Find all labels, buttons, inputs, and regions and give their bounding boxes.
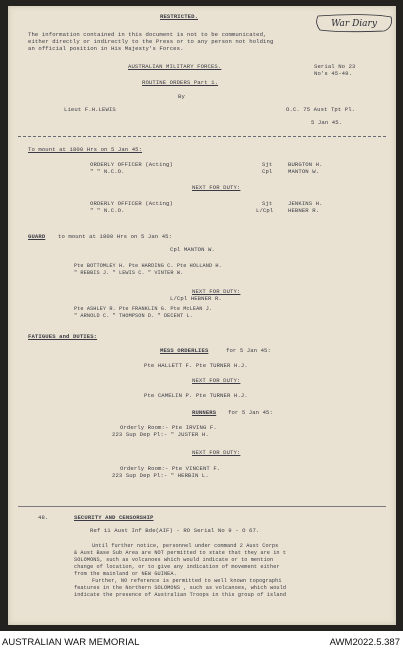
security-line-1: Until further notice, personnel under command 2 Aust Corps [92,543,279,549]
runners-heading: RUNNERS [192,409,217,416]
archive-footer [0,633,403,653]
security-line-6: Further, NO reference is permitted to well known topographi [92,578,282,584]
handwritten-war-diary-annotation [314,13,394,33]
security-line-7: features in the Northern SOLOMONS , such as volcanoes, which would [74,585,287,591]
accession-number: AWM2022.5.387 [329,637,400,648]
runners-row-1: Orderly Room:- Pte IRVING F. [120,424,217,431]
runners-next-row-2: 223 Sup Dep Pl:- " HERBIN L. [112,472,209,479]
runners-next-heading: NEXT FOR DUTY: [192,449,241,456]
mess-next-row: Pte CAMELIN P. Pte TURNER H.J. [144,392,248,399]
guard-next-heading: NEXT FOR DUTY: [192,288,241,295]
unit-name: AUSTRALIAN MILITARY FORCES. [128,63,222,70]
next-orderly-nco-rank: L/Cpl [256,207,274,214]
next-orderly-officer-name: JENKINS H. [288,200,323,207]
orderly-officer-role: ORDERLY OFFICER (Acting) [90,161,173,168]
mess-orderlies-heading: MESS ORDERLIES [160,347,209,354]
notice-line-2: either directly or indirectly to the Press or to any person not holding [28,38,274,45]
guard-next-row-1: Pte ASHLEY R. Pte FRANKLIN G. Pte McLEAN J. [74,306,213,312]
security-heading: SECURITY AND CENSORSHIP [74,514,154,521]
security-line-4: change of location, or to give any indication of movement either [74,564,280,570]
fatigues-heading: FATIGUES and DUTIES: [28,333,98,340]
runners-detail: for 5 Jan 45: [228,409,273,416]
security-line-2: & Aust Base Sub Area are NOT permitted to state that they are in t [74,550,287,556]
orderly-nco-name: MANTON W. [288,168,320,175]
guard-next-row-2: " ARNOLD C. " THOMPSON D. " DECENT L. [74,313,193,319]
mess-orderlies-detail: for 5 Jan 45: [226,347,271,354]
orderly-nco-role: " " N.C.O. [90,168,125,175]
guard-heading-detail: to mount at 1800 Hrs on 5 Jan 45: [58,233,173,240]
next-for-duty-heading: NEXT FOR DUTY: [192,184,241,191]
runners-row-2: 223 Sup Dep Pl:- " JUSTER H. [112,431,209,438]
svg-text:War Diary: War Diary [331,19,377,29]
issuing-officer: Lieut F.H.LEWIS [64,106,116,113]
security-reference: Ref 11 Aust Inf Bde(AIF) - RO Serial No 9 - O 67. [90,527,260,534]
orders-title: ROUTINE ORDERS Part 1. [142,79,219,86]
next-orderly-nco-role: " " N.C.O. [90,207,125,214]
orderly-nco-rank: Cpl [262,168,273,175]
security-line-8: indicate the presence of Australian Troops in this group of island [74,592,287,598]
guard-next-corporal: L/Cpl HEBNER R. [170,295,222,302]
security-line-3: SOLOMONS, such as volcanoes which would indicate or to mention [74,557,274,563]
serial-number: Serial No 23 [314,63,356,70]
notice-line-1: The information contained in this document is not to be communicated, [28,31,267,38]
next-orderly-officer-role: ORDERLY OFFICER (Acting) [90,200,173,207]
guard-heading: GUARD [28,233,46,240]
mount-heading: To mount at 1800 Hrs on 5 Jan 45: [28,146,143,153]
next-orderly-nco-name: HEBNER R. [288,207,320,214]
command-unit: O.C. 75 Aust Tpt Pl. [286,106,356,113]
mess-orderlies-row: Pte HALLETT F. Pte TURNER H.J. [144,362,248,369]
orderly-officer-name: BURGTON H. [288,161,323,168]
security-line-5: from the mainland or NEW GUINEA. [74,571,177,577]
order-date: 5 Jan 45. [311,119,343,126]
section-divider [18,136,386,137]
guard-row-1: Pte BOTTOMLEY H. Pte HARDING C. Pte HOLLAND H. [74,263,222,269]
archive-source: AUSTRALIAN WAR MEMORIAL [2,637,140,648]
notice-line-3: an official position in His Majesty's Forces. [28,45,184,52]
next-orderly-officer-rank: Sjt [262,200,273,207]
guard-corporal: Cpl MANTON W. [170,246,215,253]
by-label: By [178,93,185,100]
item-number: 48. [38,514,49,521]
classification-label: RESTRICTED. [160,13,199,20]
item-divider [18,506,386,507]
guard-row-2: " REBBIS J. " LEWIS C. " VINTER W. [74,270,184,276]
document-sheet [8,6,396,625]
order-numbers: No's 45-49. [314,70,353,77]
runners-next-row-1: Orderly Room:- Pte VINCENT F. [120,465,221,472]
orderly-officer-rank: Sjt [262,161,273,168]
mess-next-heading: NEXT FOR DUTY: [192,377,241,384]
